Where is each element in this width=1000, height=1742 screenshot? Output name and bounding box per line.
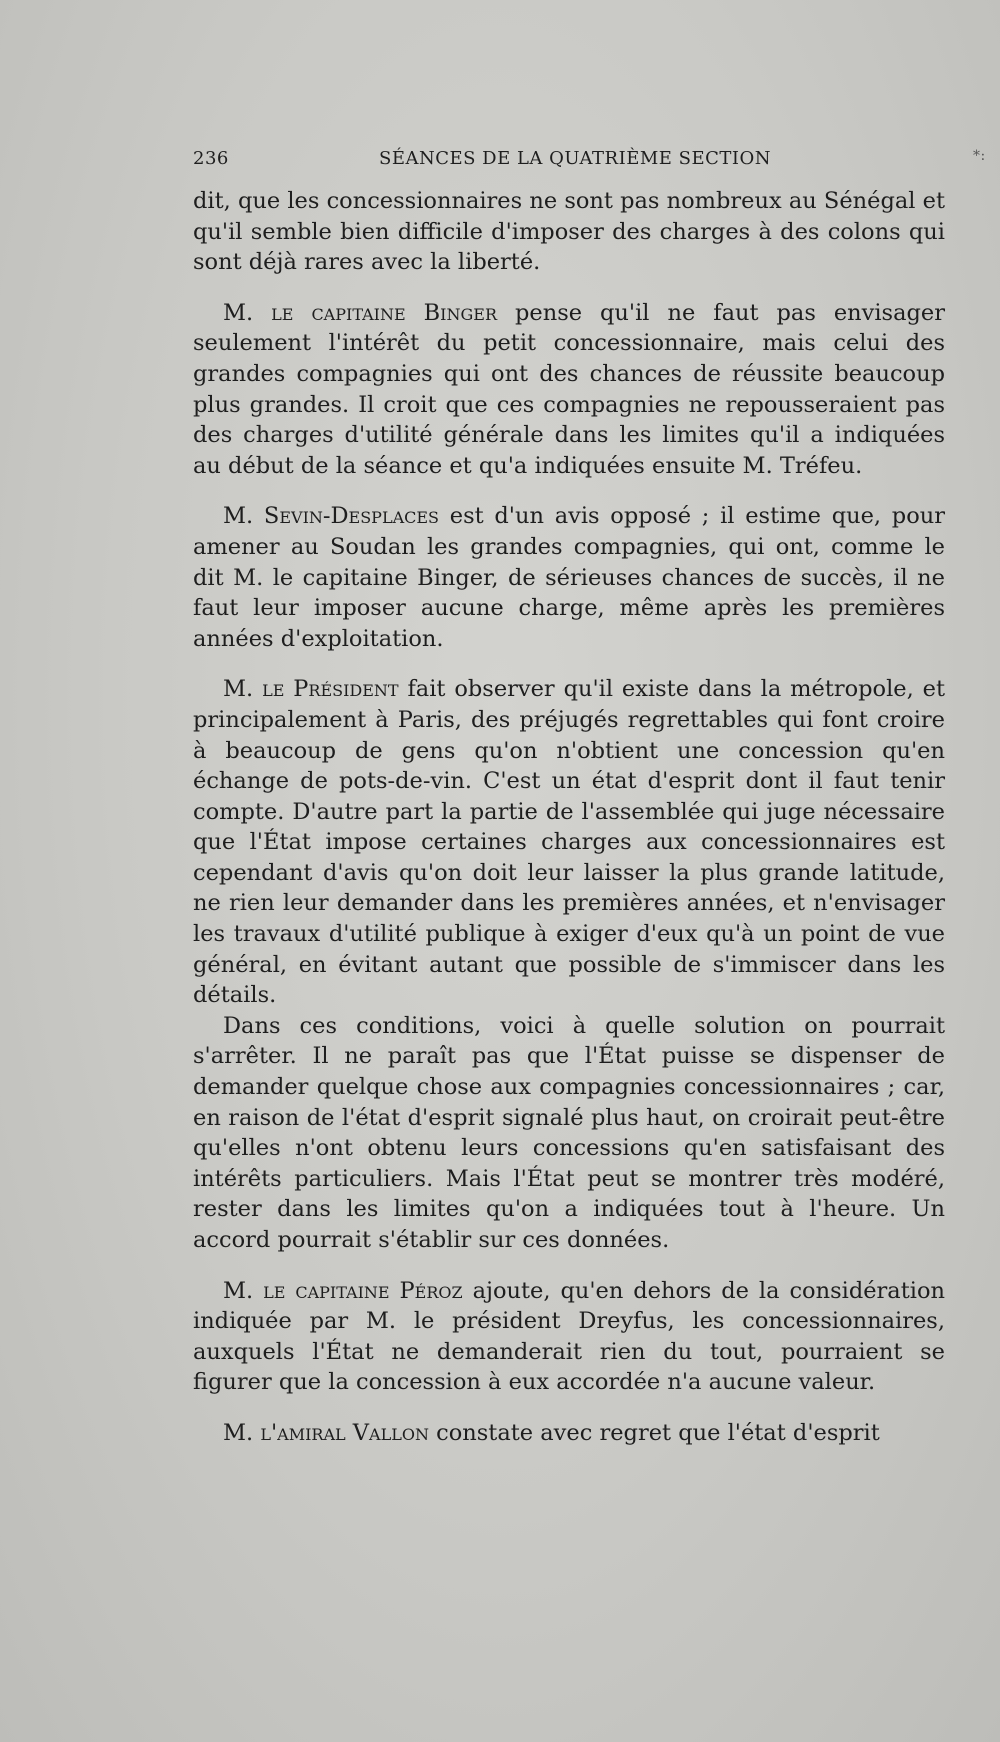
body-text: [193, 186, 945, 1449]
page-number: 236: [193, 148, 229, 169]
paragraph-president: [193, 674, 945, 1011]
paragraph-text: constate avec regret que l'état d'esprit: [428, 1419, 880, 1446]
paragraph-vallon: [193, 1418, 945, 1449]
paragraph-text: pense qu'il ne faut pas envisager seulement l'intérêt du petit concessionnaire, mais celui des grandes compagnies qui ont des chances de réussite beaucoup plus grandes. Il croit que ces compagnies ne repousseraient pas des charges d'utilité générale dans les limites qu'il a indiquées au début de la séance et qu'a indiquées ensuite M. Tréfeu.: [193, 299, 945, 479]
paragraph-binger: [193, 298, 945, 482]
running-title: SÉANCES DE LA QUATRIÈME SECTION: [379, 148, 772, 169]
paragraph-continuation: [193, 186, 945, 278]
paragraph-solution: [193, 1011, 945, 1256]
speaker-name: M. Sevin-Desplaces: [223, 503, 440, 530]
speaker-name: M. le Président: [223, 676, 399, 703]
speaker-name: M. l'amiral Vallon: [223, 1419, 429, 1446]
corner-mark: *:: [973, 148, 986, 164]
paragraph-text: fait observer qu'il existe dans la métropole, et principalement à Paris, des préjugés regrettables qui font croire à beaucoup de gens qu'on n'obtient une concession qu'en échange de pots-de-vin. C'est un état d'esprit dont il faut tenir compte. D'autre part la partie de l'assemblée qui juge nécessaire que l'État impose certaines charges aux concessionnaires est cependant d'avis qu'on doit leur laisser la plus grande latitude, ne rien leur demander dans les premières années, et n'envisager les travaux d'utilité publique à exiger d'eux qu'à un point de vue général, en évitant autant que possible de s'immiscer dans les détails.: [193, 676, 945, 1009]
paragraph-text: dit, que les concessionnaires ne sont pas nombreux au Sénégal et qu'il semble bien difficile d'imposer des charges à des colons qui sont déjà rares avec la liberté.: [193, 188, 945, 276]
speaker-name: M. le capitaine Binger: [223, 299, 498, 326]
paragraph-sevin-desplaces: [193, 501, 945, 654]
paragraph-text: est d'un avis opposé ; il estime que, pour amener au Soudan les grandes compagnies, qui ont, comme le dit M. le capitaine Binger, de sérieuses chances de succès, il ne faut leur imposer aucune charge, même après les premières années d'exploitation.: [193, 503, 945, 652]
paragraph-text: ajoute, qu'en dehors de la considération indiquée par M. le président Dreyfus, les concessionnaires, auxquels l'État ne demanderait rien du tout, pourraient se figurer que la concession à eux accordée n'a aucune valeur.: [193, 1277, 945, 1396]
paragraph-peroz: [193, 1276, 945, 1398]
speaker-name: M. le capitaine Péroz: [223, 1277, 463, 1304]
paragraph-text: Dans ces conditions, voici à quelle solution on pourrait s'arrêter. Il ne paraît pas que l'État puisse se dispenser de demander quelque chose aux compagnies concessionnaires ; car, en raison de l'état d'esprit signalé plus haut, on croirait peut-être qu'elles n'ont obtenu leurs concessions qu'en satisfaisant des intérêts particuliers. Mais l'État peut se montrer très modéré, rester dans les limites qu'on a indiquées tout à l'heure. Un accord pourrait s'établir sur ces données.: [193, 1012, 945, 1253]
page-header: [193, 148, 986, 176]
